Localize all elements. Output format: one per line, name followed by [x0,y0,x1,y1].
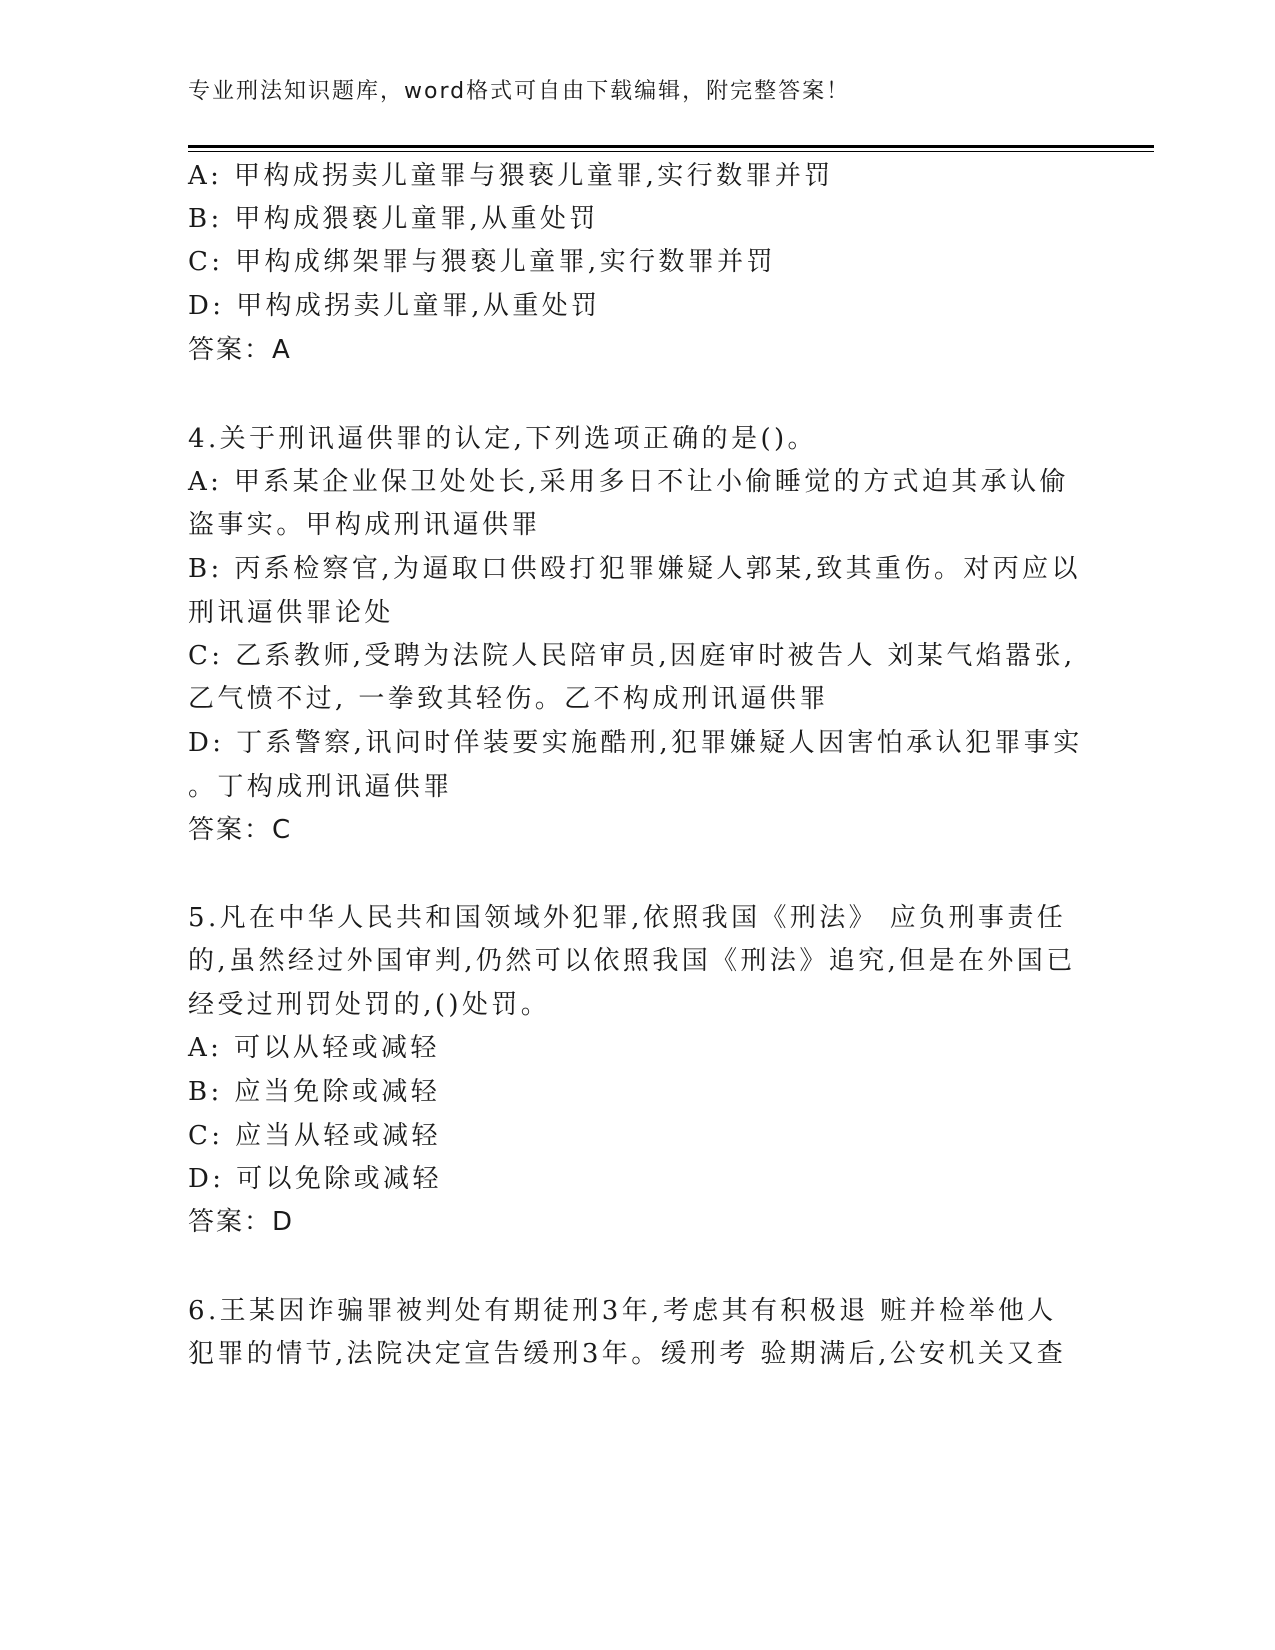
q4-answer: 答案：C [188,815,293,845]
q3-option-b: B: 甲构成猥亵儿童罪,从重处罚 [188,204,599,234]
q4-option-c: C: 乙系教师,受聘为法院人民陪审员,因庭审时被告人 刘某气焰嚣张, [188,641,1076,671]
header-rule-thin [188,151,1154,152]
q4-option-a-cont: 盗事实。甲构成刑讯逼供罪 [188,510,541,540]
q3-answer: 答案：A [188,335,292,365]
page-header: 专业刑法知识题库，word格式可自由下载编辑，附完整答案！ [188,79,851,104]
q4-option-c-cont: 乙气愤不过, 一拳致其轻伤。乙不构成刑讯逼供罪 [188,684,829,714]
q4-option-d-cont: 。丁构成刑讯逼供罪 [188,772,453,802]
q3-option-c: C: 甲构成绑架罪与猥亵儿童罪,实行数罪并罚 [188,247,776,277]
q4-option-d: D: 丁系警察,讯问时佯装要实施酷刑,犯罪嫌疑人因害怕承认犯罪事实 [188,728,1083,758]
q4-option-b-cont: 刑讯逼供罪论处 [188,598,394,628]
q4-option-a: A: 甲系某企业保卫处处长,采用多日不让小偷睡觉的方式迫其承认偷 [188,467,1069,497]
q4-option-b: B: 丙系检察官,为逼取口供殴打犯罪嫌疑人郭某,致其重伤。对丙应以 [188,554,1081,584]
q5-option-c: C: 应当从轻或减轻 [188,1121,441,1151]
q3-option-d: D: 甲构成拐卖儿童罪,从重处罚 [188,291,601,321]
q3-option-a: A: 甲构成拐卖儿童罪与猥亵儿童罪,实行数罪并罚 [188,161,834,191]
header-rule-thick [188,145,1154,148]
q6-stem-line-1: 6.王某因诈骗罪被判处有期徒刑3年,考虑其有积极退 赃并检举他人 [188,1296,1057,1326]
q5-option-b: B: 应当免除或减轻 [188,1077,441,1107]
q5-answer: 答案：D [188,1207,295,1237]
q6-stem-line-2: 犯罪的情节,法院决定宣告缓刑3年。缓刑考 验期满后,公安机关又查 [188,1339,1067,1369]
q5-stem-line-2: 的,虽然经过外国审判,仍然可以依照我国《刑法》追究,但是在外国已 [188,946,1076,976]
q5-option-d: D: 可以免除或减轻 [188,1164,442,1194]
q5-stem-line-3: 经受过刑罚处罚的,()处罚。 [188,990,551,1020]
q4-stem-line: 4.关于刑讯逼供罪的认定,下列选项正确的是()。 [188,424,817,454]
q5-option-a: A: 可以从轻或减轻 [188,1033,440,1063]
q5-stem-line-1: 5.凡在中华人民共和国领域外犯罪,依照我国《刑法》 应负刑事责任 [188,903,1067,933]
